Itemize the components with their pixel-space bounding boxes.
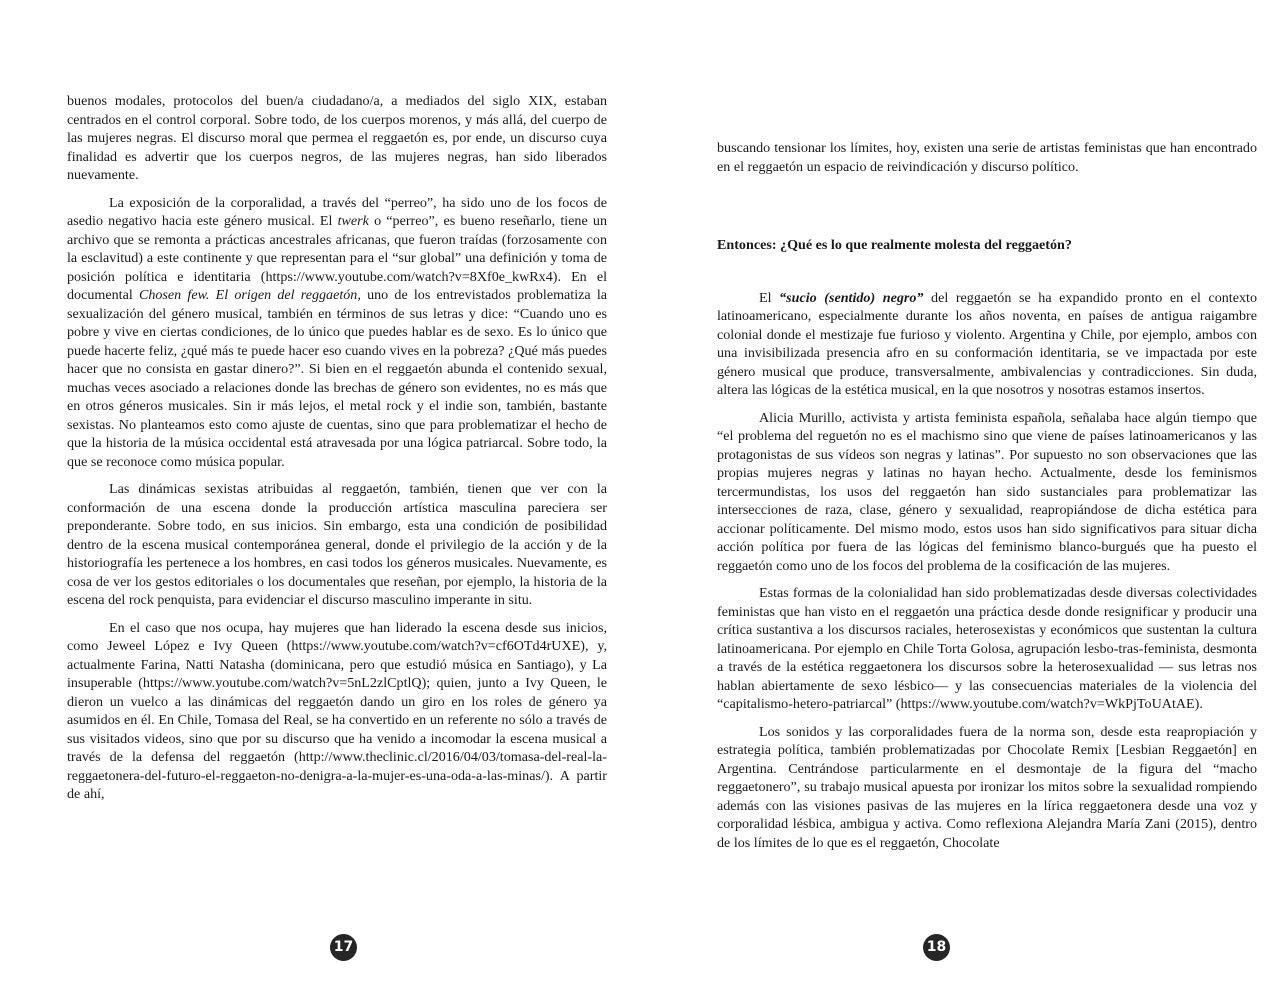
right-paragraph-1: El “sucio (sentido) negro” del reggaetón se ha expandido pronto en el contexto latinoamericano, especialmente durante los años noventa, en países de antigua raigambre colonial donde el mestizaje fue furioso y violento. Argentina y Chile, por ejemplo, ambos con una invisibilizada presencia afro en su conformación identitaria, se ve impactada por este género musical que produce, transversalmente, ambivalencias y contradicciones. Sin duda, altera las lógicas de la estética musical, en la que nosotros y nosotras estamos insertos. — [717, 289, 1257, 398]
right-paragraph-3: Estas formas de la colonialidad han sido problematizadas desde diversas colectividades feministas que han visto en el reggaetón una práctica desde donde resignificar y producir una crítica sustantiva a los discursos raciales, heterosexistas y económicos que sustentan la cultura latinoamericana. Por ejemplo en Chile Torta Golosa, agrupación lesbo-tras-feminista, desmonta a través de la estética reggaetonera los discursos sobre la heterosexualidad — sus letras nos hablan abiertamente de sexo lésbico— y las consecuencias materiales de la violencia del “capitalismo-hetero-patriarcal” (https://www.youtube.com/watch?v=WkPjToUAtAE). — [717, 585, 1257, 712]
emphasis-sucio-negro: “sucio (sentido) negro” — [779, 289, 924, 306]
right-paragraph-2: Alicia Murillo, activista y artista feminista española, señalaba hace algún tiempo que “el problema del reguetón no es el machismo sino que viene de países latinoamericanos y las protagonistas de sus vídeos son negras y latinas”. Por supuesto no son observaciones que las propias mujeres negras y latinas no hayan hecho. Actualmente, desde los feminismos tercermundistas, los usos del reggaetón han sido sustanciales para problematizar las intersecciones de raza, clase, género y sexualidad, reapropiándose de dicha estética para accionar políticamente. Del mismo modo, estos usos han sido significativos para situar dicha acción política por fuera de las lógicas del feminismo blanco-burgués que ha puesto el reggaetón como uno de los focos del problema de la cosificación de las mujeres. — [717, 409, 1257, 574]
left-paragraph-1: buenos modales, protocolos del buen/a ciudadano/a, a mediados del siglo XIX, estaban centrados en el control corporal. Sobre todo, de los cuerpos morenos, y más allá, del cuerpo de las mujeres negras. El discurso moral que permea el reggaetón es, por ende, un discurso cuya finalidad es advertir que los cuerpos negros, de las mujeres negras, han sido liberados nuevamente. — [67, 93, 607, 183]
documentary-title: Chosen few. El origen del reggaetón, — [138, 287, 361, 303]
right-intro-paragraph: buscando tensionar los límites, hoy, existen una serie de artistas feministas que han encontrado en el reggaetón un espacio de reivindicación y discurso político. — [717, 140, 1257, 175]
page-number-18: 18 — [923, 934, 950, 961]
left-paragraph-2: La exposición de la corporalidad, a través del “perreo”, ha sido uno de los focos de asedio negativo hacia este género musical. El twerk o “perreo”, es bueno reseñarlo, tiene un archivo que se remonta a prácticas ancestrales africanas, que fueron traídas (forzosamente con la esclavitud) a este continente y que representan para el “sur global” una definición y toma de posición política e identitaria (https://www.youtube.com/watch?v=8Xf0e_kwRx4). En el documental Chosen few. El origen del reggaetón, uno de los entrevistados problematiza la sexualización del género musical, también en términos de sus letras y dice: “Cuando uno es pobre y vive en ciertas condiciones, de lo único que puedes hablar es de sexo. Es lo único que puede hacerte feliz, ¿qué más te puede hacer eso cuando vives en la pobreza? ¿Qué más puedes hacer que no consista en gastar dinero?”. Si bien en el reggaetón abunda el contenido sexual, muchas veces asociado a relaciones donde las brechas de género son evidentes, no es más que en otros géneros musicales. Sin ir más lejos, el metal rock y el indie son, también, bastante sexistas. No planteamos esto como ajuste de cuentas, sino que para problematizar el hecho de que la historia de la música occidental está atravesada por una lógica patriarcal. Sobre todo, la que se reconoce como música popular. — [67, 194, 607, 470]
italic-twerk: twerk — [337, 213, 369, 229]
left-text-column — [67, 92, 607, 813]
left-paragraph-4: En el caso que nos ocupa, hay mujeres que han liderado la escena desde sus inicios, como Jeweel López e Ivy Queen (https://www.youtube.com/watch?v=cf6OTd4rUXE), y, actualmente Farina, Natti Natasha (dominicana, pero que estudió música en Santiago), y La insuperable (https://www.youtube.com/watch?v=5nL2zlCptlQ); quien, junto a Ivy Queen, le dieron un vuelco a las dinámicas del reggaetón dando un giro en los roles de género ya asumidos en él. En Chile, Tomasa del Real, se ha convertido en un referente no sólo a través de sus visitados videos, sino que por su discurso que ha venido a incomodar la escena musical a través de la defensa del reggaetón (http://www.theclinic.cl/2016/04/03/tomasa-del-real-la-reggaetonera-del-futuro-el-reggaeton-no-denigra-a-la-mujer-es-una-oda-a-las-minas/). A partir de ahí, — [67, 619, 607, 802]
right-paragraph-4: Los sonidos y las corporalidades fuera de la norma son, desde esta reapropiación y estrategia política, también problematizadas por Chocolate Remix [Lesbian Reggaetón] en Argentina. Centrándose particularmente en el desmontaje de la figura del “macho reggaetonero”, su trabajo musical apuesta por ironizar los mitos sobre la sexualidad rompiendo además con las visiones pasivas de las mujeres en la lírica reggaetonera desde una voz y corporalidad lésbica, ambigua y activa. Como reflexiona Alejandra María Zani (2015), dentro de los límites de lo que es el reggaetón, Chocolate — [717, 723, 1257, 851]
page-number-17: 17 — [330, 934, 357, 961]
right-text-column — [717, 139, 1257, 861]
right-page — [640, 0, 1280, 996]
section-heading: Entonces: ¿Qué es lo que realmente molesta del reggaetón? — [717, 237, 1072, 253]
left-paragraph-3: Las dinámicas sexistas atribuidas al reggaetón, también, tienen que ver con la conformación de una escena donde la producción artística masculina pareciera ser preponderante. Sobre todo, en sus inicios. Sin embargo, esta una condición de posibilidad dentro de la escena musical contemporánea general, donde el privilegio de la acción y de la historiografía les pertenece a los hombres, en casi todos los géneros musicales. Nuevamente, es cosa de ver los gestos editoriales o los documentales que reseñan, por ejemplo, la historia de la escena del rock penquista, para evidenciar el discurso masculino imperante in situ. — [67, 481, 607, 608]
